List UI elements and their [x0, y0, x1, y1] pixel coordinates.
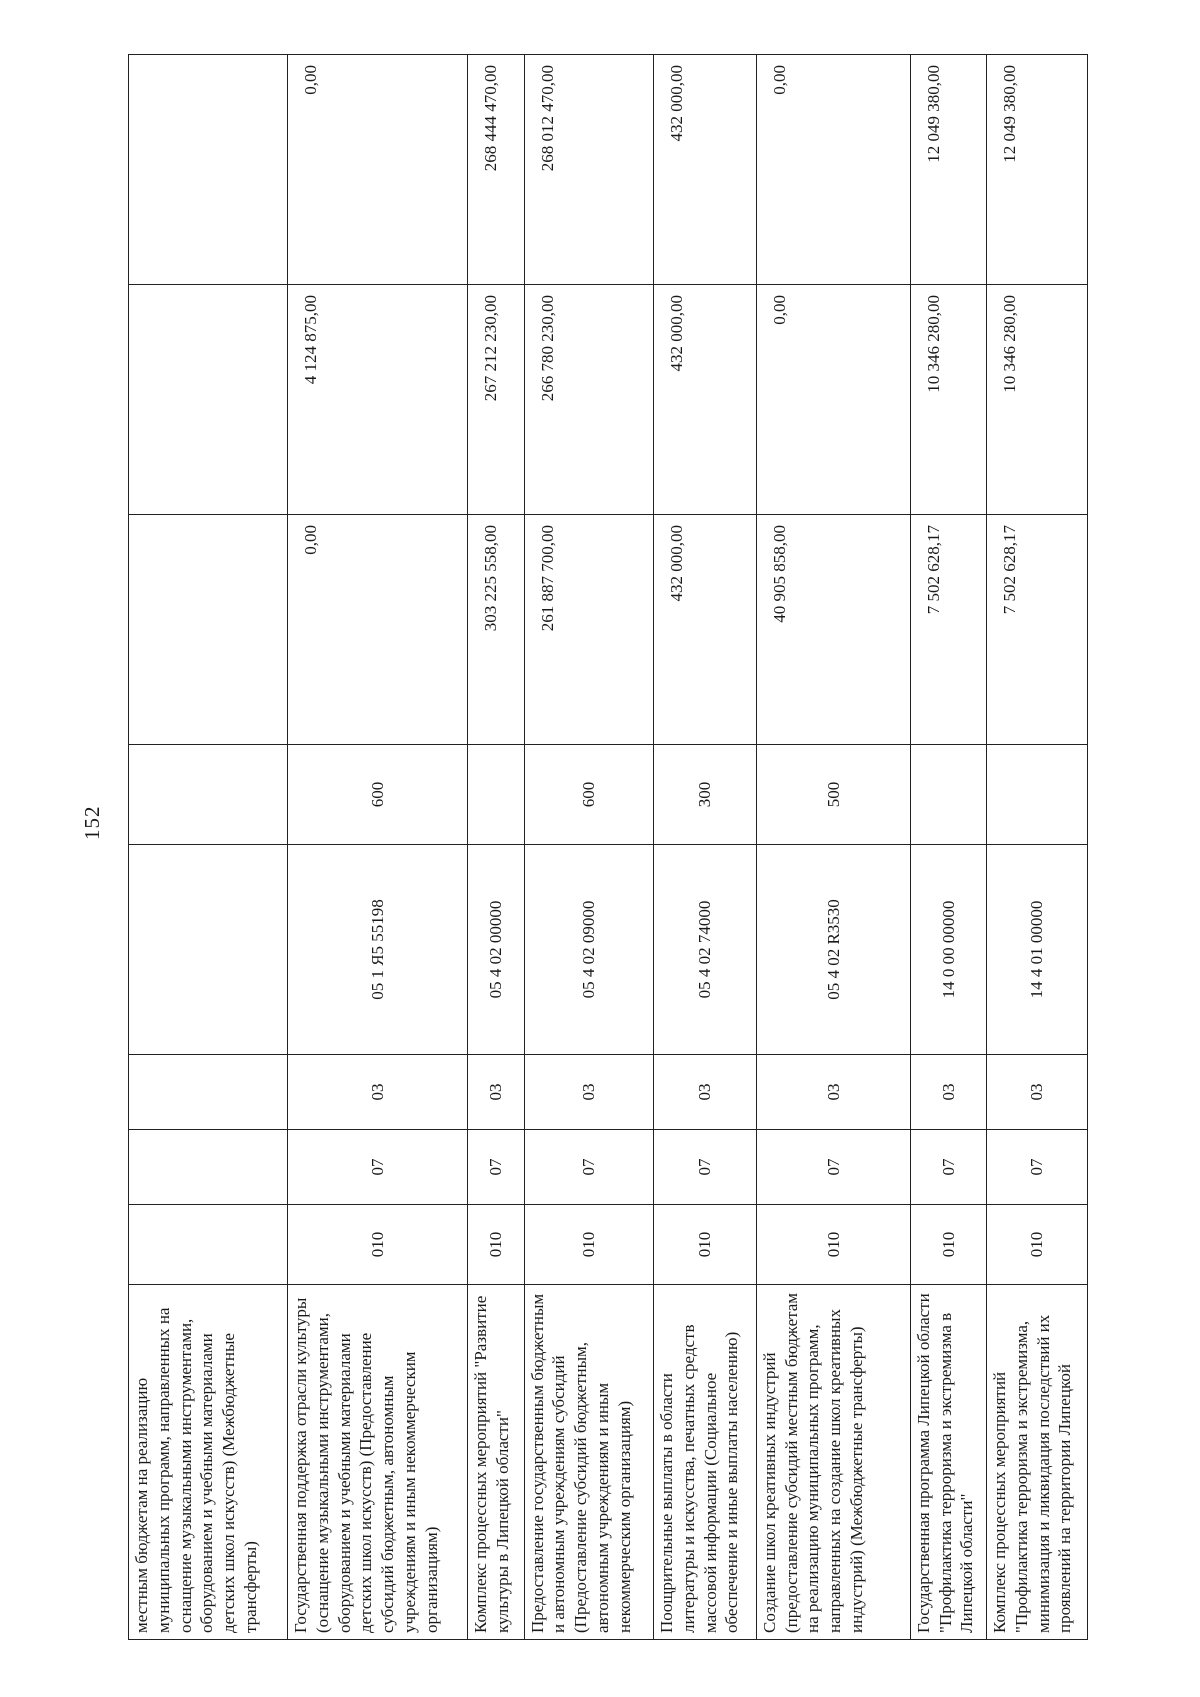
section-code: 07 [910, 1130, 986, 1205]
amount-year-3: 0,00 [756, 55, 910, 285]
amount-year-1: 7 502 628,17 [910, 515, 986, 745]
section-code: 07 [756, 1130, 910, 1205]
target-article-code: 05 4 02 09000 [524, 845, 653, 1055]
table-row [756, 55, 910, 1640]
admin-code: 010 [654, 1205, 757, 1285]
target-article-code: 05 4 02 R3530 [756, 845, 910, 1055]
amount-year-2: 267 212 230,00 [468, 285, 524, 515]
amount-year-1: 7 502 628,17 [987, 515, 1088, 745]
row-description: Комплекс процессных мероприятий "Профилактика терроризма и экстремизма, минимизация и ликвидация последствий их проявлений на территории Липецкой [987, 1285, 1088, 1640]
target-article-code: 05 4 02 74000 [654, 845, 757, 1055]
budget-table [128, 54, 1088, 1640]
table-row [524, 55, 653, 1640]
amount-year-1: 0,00 [288, 515, 468, 745]
expense-type-code: 600 [524, 745, 653, 845]
section-code: 07 [987, 1130, 1088, 1205]
target-article-code: 14 4 01 00000 [987, 845, 1088, 1055]
target-article-code: 05 4 02 00000 [468, 845, 524, 1055]
admin-code: 010 [468, 1205, 524, 1285]
amount-year-2: 266 780 230,00 [524, 285, 653, 515]
subsection-code: 03 [654, 1055, 757, 1130]
row-description: Государственная поддержка отрасли культуры (оснащение музыкальными инструментами, оборудованием и учебными материалами детских школ искусств) (Предоставление субсидий бюджетным, автономным учреждениям и иным некоммерческим организациям) [288, 1285, 468, 1640]
expense-type-code [910, 745, 986, 845]
target-article-code: 05 1 Я5 55198 [288, 845, 468, 1055]
table-row [987, 55, 1088, 1640]
table-row [288, 55, 468, 1640]
admin-code: 010 [910, 1205, 986, 1285]
amount-year-1: 261 887 700,00 [524, 515, 653, 745]
table-row [654, 55, 757, 1640]
amount-year-1: 303 225 558,00 [468, 515, 524, 745]
rotated-table-container [128, 55, 1088, 1640]
row-description: Государственная программа Липецкой области "Профилактика терроризма и экстремизма в Липецкой области" [910, 1285, 986, 1640]
admin-code: 010 [524, 1205, 653, 1285]
amount-year-2 [129, 285, 288, 515]
amount-year-3: 0,00 [288, 55, 468, 285]
expense-type-code [129, 745, 288, 845]
amount-year-1: 40 905 858,00 [756, 515, 910, 745]
row-description: Предоставление государственным бюджетным и автономным учреждениям субсидий (Предоставление субсидий бюджетным, автономным учреждениям и иным некоммерческим организациям) [524, 1285, 653, 1640]
expense-type-code [987, 745, 1088, 845]
amount-year-2: 4 124 875,00 [288, 285, 468, 515]
subsection-code: 03 [524, 1055, 653, 1130]
amount-year-1 [129, 515, 288, 745]
table-row [468, 55, 524, 1640]
row-description: Поощрительные выплаты в области литературы и искусства, печатных средств массовой информации (Социальное обеспечение и иные выплаты населению) [654, 1285, 757, 1640]
amount-year-3: 12 049 380,00 [910, 55, 986, 285]
section-code: 07 [524, 1130, 653, 1205]
subsection-code: 03 [910, 1055, 986, 1130]
row-description: местным бюджетам на реализацию муниципальных программ, направленных на оснащение музыкальными инструментами, оборудованием и учебными материалами детских школ искусств) (Межбюджетные трансферты) [129, 1285, 288, 1640]
subsection-code: 03 [987, 1055, 1088, 1130]
amount-year-2: 10 346 280,00 [987, 285, 1088, 515]
amount-year-3: 432 000,00 [654, 55, 757, 285]
section-code: 07 [288, 1130, 468, 1205]
expense-type-code: 500 [756, 745, 910, 845]
amount-year-3: 12 049 380,00 [987, 55, 1088, 285]
admin-code: 010 [756, 1205, 910, 1285]
expense-type-code: 300 [654, 745, 757, 845]
subsection-code: 03 [756, 1055, 910, 1130]
subsection-code [129, 1055, 288, 1130]
row-description: Создание школ креативных индустрий (предоставление субсидий местным бюджетам на реализацию муниципальных программ, направленных на создание школ креативных индустрий) (Межбюджетные трансферты) [756, 1285, 910, 1640]
amount-year-2: 432 000,00 [654, 285, 757, 515]
admin-code: 010 [987, 1205, 1088, 1285]
amount-year-2: 10 346 280,00 [910, 285, 986, 515]
subsection-code: 03 [288, 1055, 468, 1130]
amount-year-3: 268 444 470,00 [468, 55, 524, 285]
amount-year-1: 432 000,00 [654, 515, 757, 745]
amount-year-3 [129, 55, 288, 285]
expense-type-code [468, 745, 524, 845]
section-code [129, 1130, 288, 1205]
table-row [129, 55, 288, 1640]
admin-code [129, 1205, 288, 1285]
target-article-code: 14 0 00 00000 [910, 845, 986, 1055]
table-row [910, 55, 986, 1640]
expense-type-code: 600 [288, 745, 468, 845]
amount-year-2: 0,00 [756, 285, 910, 515]
section-code: 07 [468, 1130, 524, 1205]
admin-code: 010 [288, 1205, 468, 1285]
amount-year-3: 268 012 470,00 [524, 55, 653, 285]
target-article-code [129, 845, 288, 1055]
subsection-code: 03 [468, 1055, 524, 1130]
section-code: 07 [654, 1130, 757, 1205]
row-description: Комплекс процессных мероприятий "Развитие культуры в Липецкой области" [468, 1285, 524, 1640]
page-number: 152 [80, 805, 104, 840]
